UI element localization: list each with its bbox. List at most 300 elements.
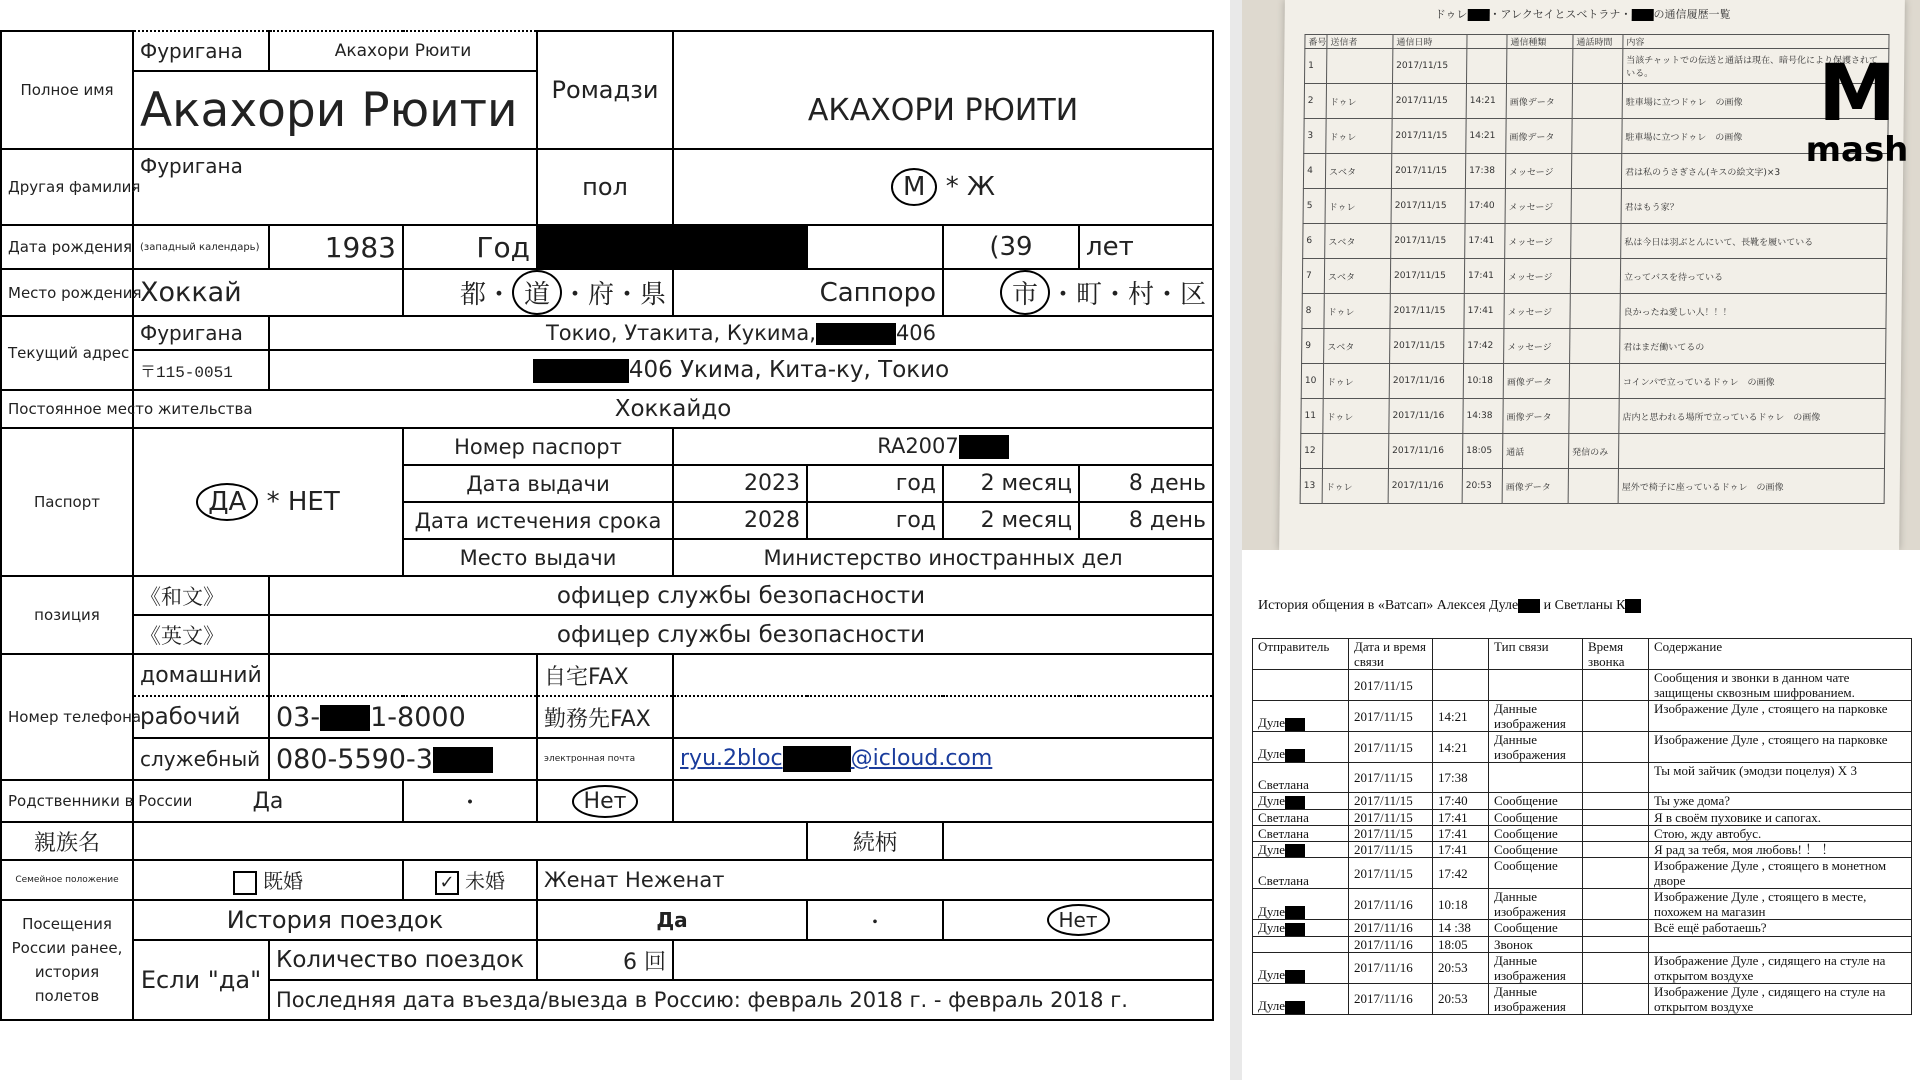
jp-cell: 発信のみ [1568,434,1618,469]
jp-cell: 1 [1305,49,1327,84]
jp-row [1304,84,1888,119]
jp-cell: スベタ [1324,329,1390,364]
address-text: 406 Укима, Кита-ку, Токио [628,357,950,383]
issue-date-label: Дата выдачи [403,465,673,502]
redaction-bar [1285,718,1305,731]
panel-divider [1230,0,1242,1080]
ru-cell: 2017/11/16 [1349,889,1433,920]
jp-cell: 立ってバスを待っている [1620,259,1886,294]
ru-cell: Всё ещё работаешь? [1649,920,1912,937]
jp-cell: 14:21 [1466,84,1506,119]
passport-no: НЕТ [287,487,340,517]
ru-cell: Данные изображения [1489,952,1583,983]
ru-cell: Изображение Дуле , стоящего в месте, похожем на магазин [1649,889,1912,920]
ru-header-cell [1433,639,1489,670]
ru-header-row [1253,639,1912,670]
ru-cell: 14:21 [1433,732,1489,763]
ru-cell: 17:40 [1433,793,1489,810]
jp-cell [1322,434,1388,469]
ru-row [1253,952,1912,983]
home-phone-label: домашний [133,654,269,696]
jp-header-cell: 通信日時 [1393,35,1467,49]
jp-cell: 17:41 [1464,294,1504,329]
ru-cell [1583,809,1649,825]
age-value: (39 [943,225,1079,269]
jp-cell: スベタ [1324,259,1390,294]
jp-cell: 2017/11/15 [1391,189,1465,224]
jp-cell [1570,294,1620,329]
jp-cell [1570,259,1620,294]
furigana-name: Акахори Рюити [269,31,537,71]
jp-cell [1467,49,1507,84]
ru-cell [1583,763,1649,793]
ru-row [1253,732,1912,763]
ru-cell [1583,952,1649,983]
birthplace-value: Хоккай [133,269,403,316]
ru-cell: 17:42 [1433,858,1489,889]
ru-sender: Светлана [1258,809,1309,825]
jp-cell: 3 [1304,119,1326,154]
jp-header-cell [1467,35,1507,49]
address-furigana-label: Фуригана [133,316,269,350]
ru-cell: 18:05 [1433,936,1489,952]
birthplace-label: Место рождения [1,269,133,316]
address-furigana [269,316,1213,350]
ru-sender: Дуле [1258,903,1286,919]
jp-cell: 5 [1303,189,1325,224]
jp-cell: 2017/11/15 [1393,49,1467,84]
jp-header-cell: 番号 [1305,35,1327,49]
dob-redaction [537,225,807,269]
jp-row [1304,119,1888,154]
jp-cell: 画像データ [1503,399,1569,434]
jp-cell: 君は私のうさぎさん(キスの絵文字)×3 [1621,154,1887,189]
ru-sender-cell [1253,936,1349,952]
jp-cell [1571,189,1621,224]
ru-cell: Стою, жду автобус. [1649,825,1912,841]
jp-cell: 13 [1300,469,1322,504]
ru-cell: Данные изображения [1489,701,1583,732]
jp-cell: ドゥレ [1322,469,1388,504]
ru-cell: 10:18 [1433,889,1489,920]
married-checkbox [233,871,257,895]
ru-header-cell: Отправитель [1253,639,1349,670]
jp-cell: 17:38 [1465,154,1505,189]
jp-cell: 良かったね愛しい人！！！ [1620,294,1886,329]
permanent-residence-label: Постоянное место жительства [1,390,133,428]
jp-cell: 18:05 [1462,434,1502,469]
passport-yes-circled: ДА [196,483,258,521]
ru-cell: 2017/11/15 [1349,701,1433,732]
ru-cell: Звонок [1489,936,1583,952]
jp-header-cell: 送信者 [1327,35,1393,49]
jp-cell: 当該チャットでの伝送と通話は現在、暗号化により保護されている。 [1623,49,1889,84]
jp-cell: メッセージ [1504,294,1570,329]
jp-cell: 2017/11/15 [1392,84,1466,119]
dob-year: 1983 [269,225,403,269]
mash-logo-word: mash [1805,130,1909,170]
visit-dot: ・ [807,900,943,940]
jp-cell: ドゥレ [1326,84,1392,119]
pref-before: 都・ [459,280,512,310]
ru-cell: 2017/11/16 [1349,920,1433,937]
trips-unit: 回 [643,949,666,975]
jp-cell: 2017/11/15 [1390,294,1464,329]
ru-sender: Дуле [1258,998,1286,1014]
ru-cell: 17:41 [1433,825,1489,841]
redaction-bar [1285,1001,1305,1014]
jp-cell: 画像データ [1506,119,1572,154]
relatives-label: Родственники в России [1,780,133,822]
issuer-label: Место выдачи [403,539,673,576]
visits-label: Посещения России ранее, история полетов [1,900,133,1020]
jp-cell [1507,49,1573,84]
ru-cell [1583,670,1649,701]
jp-cell: 6 [1303,224,1325,259]
applicant-name: Акахори Рюити [133,71,537,149]
ru-sender: Светлана [1258,825,1309,841]
jp-cell: 10 [1301,364,1323,399]
age-unit: лет [1079,225,1213,269]
redaction-bar [1285,906,1305,919]
ru-header-cell: Время звонка [1583,639,1649,670]
ru-sender: Светлана [1258,777,1309,792]
ru-cell: Сообщение [1489,825,1583,841]
jp-cell: 2017/11/16 [1388,469,1462,504]
jp-cell: 8 [1302,294,1324,329]
jp-cell: 私は今日は羽ぶとんにいて、長靴を履いている [1621,224,1887,259]
marital-label: Семейное положение [1,860,133,900]
ru-cell [1583,732,1649,763]
single-checkbox: ✓ [435,871,459,895]
ru-row [1253,701,1912,732]
ru-sender-cell [1253,701,1349,732]
ru-cell [1583,936,1649,952]
jp-cell: メッセージ [1504,329,1570,364]
jp-cell: 2017/11/15 [1390,259,1464,294]
city-kind-circled: 市 [1000,270,1050,315]
dob-label: Дата рождения [1,225,133,269]
ru-cell [1583,793,1649,810]
current-address-label: Текущий адрес [1,316,133,390]
redaction-bar [533,359,629,383]
jp-cell: 2017/11/16 [1388,434,1462,469]
ru-sender-cell [1253,825,1349,841]
ru-cell: Изображение Дуле , сидящего на стуле на открытом воздухе [1649,952,1912,983]
travel-history-label: История поездок [133,900,537,940]
ru-header-cell: Тип связи [1489,639,1583,670]
visit-yes: Да [537,900,807,940]
pref-circled: 道 [512,270,562,315]
redaction-bar [1625,599,1641,613]
last-entry: Последняя дата въезда/выезда в Россию: февраль 2018 г. - февраль 2018 г. [269,980,1213,1020]
ru-cell: Ты мой зайчик (эмодзи поцелуя) Х 3 [1649,763,1912,793]
position-ja-tag: 《和文》 [133,576,269,615]
jp-cell: 2017/11/15 [1391,154,1465,189]
jp-cell: 画像データ [1506,84,1572,119]
jp-cell: 駐車場に立つドゥレ の画像 [1622,84,1888,119]
passport-number-label: Номер паспорт [403,428,673,465]
ru-row [1253,825,1912,841]
jp-cell: 10:18 [1463,364,1503,399]
jp-cell [1572,119,1622,154]
relative-name-label: 親族名 [1,822,133,860]
redaction-bar [433,747,493,773]
ru-cell: 2017/11/15 [1349,732,1433,763]
ru-row [1253,809,1912,825]
work-phone-suffix: 1-8000 [370,701,466,733]
ru-cell: Данные изображения [1489,732,1583,763]
sheet-title-a: ドゥレ [1434,8,1468,21]
ru-row [1253,889,1912,920]
married-label: 既婚 [263,869,303,894]
ru-cell: 17:38 [1433,763,1489,793]
position-ja: офицер службы безопасности [269,576,1213,615]
work-fax-label: 勤務先FAX [537,696,673,738]
expiry-year: 2028 [673,502,807,539]
ru-sender-cell [1253,732,1349,763]
romaji-label: Ромадзи [537,31,673,149]
ru-cell: Изображение Дуле , стоящего на парковке [1649,732,1912,763]
jp-cell: 画像データ [1503,364,1569,399]
romaji-value: АКАХОРИ РЮИТИ [673,31,1213,149]
sheet-title-b: ・アレクセイとスベトラナ・ [1489,8,1632,21]
jp-cell: 君はもう家？ [1621,189,1887,224]
ru-cell [1583,889,1649,920]
postal-code: 〒115-0051 [133,350,269,390]
passport-has [133,428,403,576]
ru-sender: Светлана [1258,873,1309,889]
jp-row [1303,189,1887,224]
ru-sender-cell [1253,889,1349,920]
jp-cell: 2017/11/16 [1389,364,1463,399]
full-name-label: Полное имя [1,31,133,149]
city-kind [943,269,1213,316]
if-yes-label: Если "да" [133,940,269,1020]
ru-sender-cell [1253,920,1349,937]
trips-label: Количество поездок [269,940,537,980]
russian-chat-log [1242,550,1920,1080]
ru-cell: 14 :38 [1433,920,1489,937]
ru-cell: Изображение Дуле , стоящего на парковке [1649,701,1912,732]
jp-cell: メッセージ [1505,224,1571,259]
jp-cell [1569,364,1619,399]
ru-sender: Дуле [1258,841,1286,857]
pref-after: ・府・県 [561,280,666,310]
redaction-bar [816,323,896,345]
sex-options [673,149,1213,225]
jp-cell: 11 [1301,399,1323,434]
birth-city: Саппоро [673,269,943,316]
jp-cell [1568,469,1618,504]
ru-cell: 20:53 [1433,983,1489,1014]
jp-cell: 通話 [1502,434,1568,469]
ru-sender-cell [1253,809,1349,825]
jp-cell: 9 [1302,329,1324,364]
redaction-bar [1467,9,1489,21]
other-surname-label: Другая фамилия [1,149,133,225]
ru-cell: 17:41 [1433,809,1489,825]
japanese-document-photo [1242,0,1920,550]
chat-log-title-b: и Светланы К [1543,598,1626,613]
ru-row [1253,858,1912,889]
ru-row [1253,936,1912,952]
married-option [133,860,403,900]
permanent-residence-value: Хоккайдо [133,390,1213,428]
jp-cell: 7 [1302,259,1324,294]
ru-sender-cell [1253,952,1349,983]
jp-cell: スベタ [1325,154,1391,189]
issue-month: 2 месяц [943,465,1079,502]
jp-cell [1571,154,1621,189]
redaction-bar [1518,599,1540,613]
dob-calendar-note: (западный календарь) [133,225,269,269]
expiry-date-label: Дата истечения срока [403,502,673,539]
jp-cell: スベタ [1325,224,1391,259]
issue-year-label: год [807,465,943,502]
furigana-label: Фуригана [133,31,269,71]
position-en: офицер службы безопасности [269,615,1213,654]
jp-cell: メッセージ [1505,154,1571,189]
ru-row [1253,983,1912,1014]
trips-number: 6 [622,949,637,975]
redaction-bar [1285,923,1305,936]
ru-cell: 2017/11/15 [1349,858,1433,889]
expiry-month: 2 месяц [943,502,1079,539]
jp-cell: ドゥレ [1325,189,1391,224]
ru-cell: 2017/11/15 [1349,793,1433,810]
address-furigana-number: 406 [895,321,937,345]
jp-cell: 屋外で椅子に座っているドゥレ の画像 [1618,469,1884,504]
jp-cell: 店内と思われる場所で立っているドゥレ の画像 [1619,399,1885,434]
ru-cell [1649,936,1912,952]
jp-cell [1570,329,1620,364]
ru-cell: Сообщение [1489,793,1583,810]
relatives-no-circled: Нет [572,785,639,818]
jp-cell [1571,224,1621,259]
jp-cell: 14:38 [1463,399,1503,434]
jp-cell: 17:41 [1464,259,1504,294]
ru-cell: Ты уже дома? [1649,793,1912,810]
jp-row [1302,259,1886,294]
mash-logo [1802,49,1912,175]
jp-row [1301,399,1885,434]
phone-label: Номер телефона [1,654,133,780]
relation-label: 続柄 [807,822,943,860]
ru-cell: 14:21 [1433,701,1489,732]
jp-cell: 17:41 [1465,224,1505,259]
jp-cell [1569,399,1619,434]
ru-cell [1583,825,1649,841]
ru-cell: 2017/11/16 [1349,952,1433,983]
passport-separator: * [266,487,280,517]
jp-header-row [1305,35,1889,49]
ru-cell: Я рад за тебя, моя любовь! ！ ！ [1649,841,1912,858]
dob-year-label: Год [403,225,537,269]
position-en-tag: 《英文》 [133,615,269,654]
jp-row [1303,154,1887,189]
application-table [0,30,1214,1021]
ru-cell: Сообщение [1489,809,1583,825]
work-phone-prefix: 03- [276,701,321,733]
ru-cell [1489,763,1583,793]
marital-ru: Женат Неженат [537,860,1213,900]
ru-cell: 2017/11/16 [1349,936,1433,952]
jp-row [1302,294,1886,329]
redaction-bar [1631,9,1653,21]
jp-cell: ドゥレ [1323,399,1389,434]
ru-sender: Дуле [1258,920,1286,936]
jp-cell: 12 [1300,434,1322,469]
passport-label: Паспорт [1,428,133,576]
ru-cell [1583,701,1649,732]
ru-cell [1583,841,1649,858]
jp-cell: ドゥレ [1326,119,1392,154]
ru-row [1253,670,1912,701]
redaction-bar [1285,796,1305,809]
ru-row [1253,920,1912,937]
ru-cell: Изображение Дуле , сидящего на стуле на открытом воздухе [1649,983,1912,1014]
ru-cell: Сообщения и звонки в данном чате защищены сквозным шифрованием. [1649,670,1912,701]
city-kind-after: ・町・村・区 [1050,280,1207,310]
prefecture-kind [403,269,673,316]
chat-log-title-a: История общения в «Ватсап» Алексея Дуле [1258,598,1519,613]
jp-cell [1618,434,1884,469]
address-value [269,350,1213,390]
redaction-bar [1285,844,1305,857]
jp-header-cell: 通信種類 [1507,35,1573,49]
jp-cell: 駐車場に立つドゥレ の画像 [1622,119,1888,154]
relatives-no-cell [537,780,673,822]
sheet-title-c: の通信履歴一覧 [1653,8,1731,21]
ru-cell: 2017/11/15 [1349,670,1433,701]
jp-cell: 2 [1304,84,1326,119]
email-value [673,738,1213,780]
ru-cell [1583,858,1649,889]
jp-cell: 画像データ [1502,469,1568,504]
issuer-value: Министерство иностранных дел [673,539,1213,576]
jp-cell: 2017/11/16 [1389,399,1463,434]
ru-sender-cell [1253,858,1349,889]
expiry-day: 8 день [1079,502,1213,539]
ru-cell [1583,983,1649,1014]
jp-cell: 2017/11/15 [1391,224,1465,259]
ru-cell: Сообщение [1489,858,1583,889]
sheet-title [1435,6,1731,22]
ru-cell: Сообщение [1489,841,1583,858]
jp-row [1301,364,1885,399]
ru-cell: 2017/11/16 [1349,983,1433,1014]
issue-year: 2023 [673,465,807,502]
ru-cell: 2017/11/15 [1349,763,1433,793]
jp-row [1303,224,1887,259]
mobile-phone-prefix: 080-5590-3 [276,743,433,775]
jp-cell: ドゥレ [1324,294,1390,329]
sex-separator: * [945,172,959,202]
ru-cell: Я в своём пуховике и сапогах. [1649,809,1912,825]
work-phone-value [269,696,537,738]
ru-header-cell: Содержание [1649,639,1912,670]
passport-number-value [673,428,1213,465]
ru-cell: Данные изображения [1489,889,1583,920]
ru-sender: Дуле [1258,967,1286,983]
ru-cell: Изображение Дуле , стоящего в монетном дворе [1649,858,1912,889]
visit-no-cell [943,900,1213,940]
redaction-bar [959,435,1009,459]
ru-cell: 17:41 [1433,841,1489,858]
ru-cell: 2017/11/15 [1349,841,1433,858]
mobile-phone-value [269,738,537,780]
